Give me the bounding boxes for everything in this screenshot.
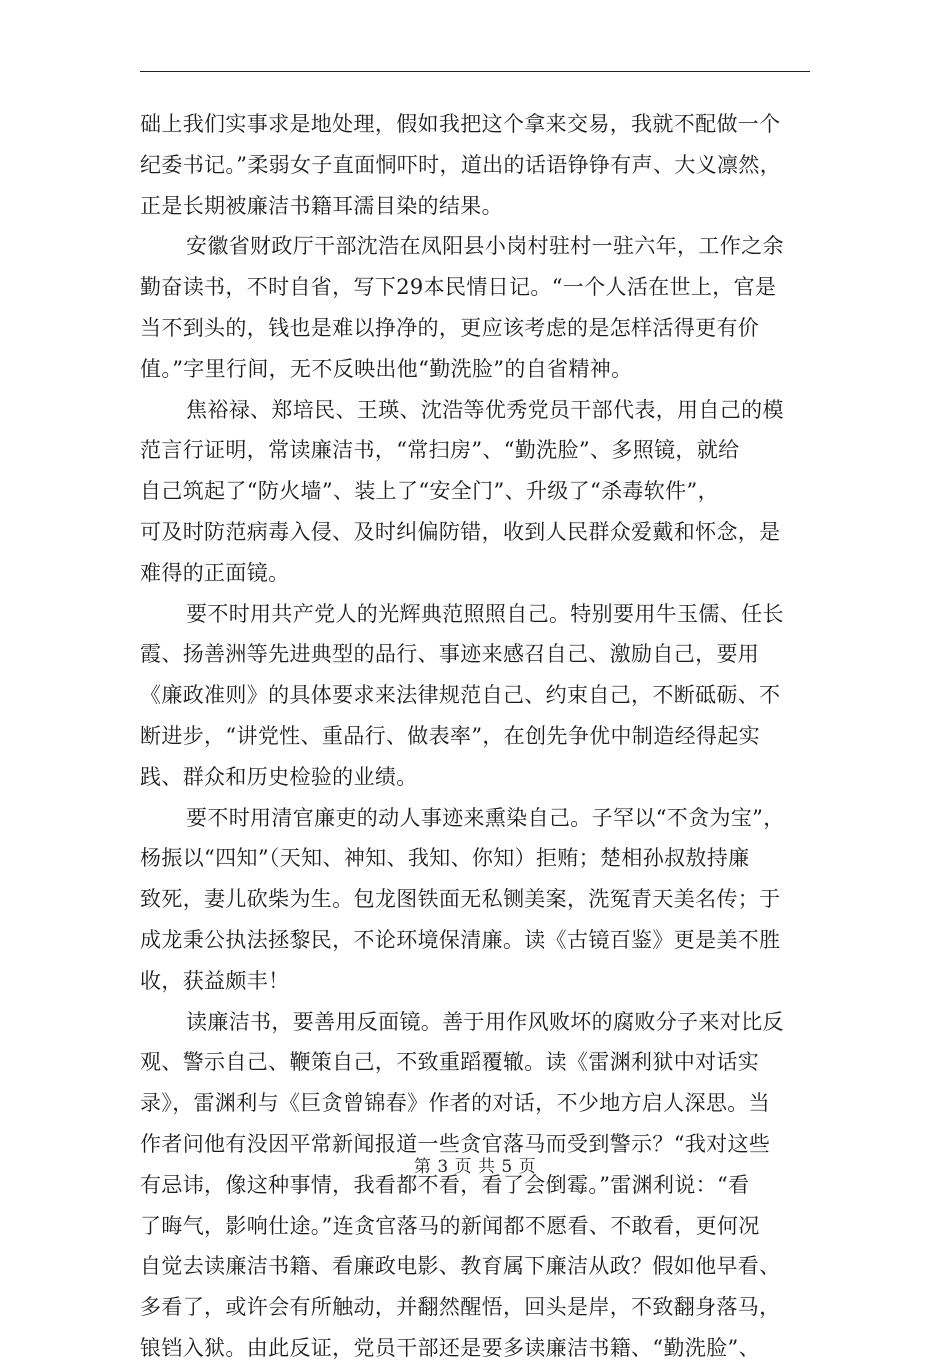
text-line: 了晦气，影响仕途。”连贪官落马的新闻都不愿看、不敢看，更何况 xyxy=(140,1213,760,1238)
text-line: 范言行证明，常读廉洁书，“常扫房”、“勤洗脸”、多照镜，就给 xyxy=(140,438,740,463)
text-line: 要不时用共产党人的光辉典范照照自己。特别要用牛玉儒、任长 xyxy=(186,601,784,626)
header-rule xyxy=(140,71,810,72)
text-line: 焦裕禄、郑培民、王瑛、沈浩等优秀党员干部代表，用自己的模 xyxy=(186,397,784,422)
text-line: 《廉政准则》的具体要求来法律规范自己、约束自己，不断砥砺、不 xyxy=(140,683,781,708)
text-line: 读廉洁书，要善用反面镜。善于用作风败坏的腐败分子来对比反 xyxy=(186,1009,784,1034)
text-line: 多看了，或许会有所触动，并翻然醒悟，回头是岸，不致翻身落马， xyxy=(140,1295,781,1320)
text-line: 正是长期被廉洁书籍耳濡目染的结果。 xyxy=(140,193,503,218)
text-line: 安徽省财政厅干部沈浩在凤阳县小岗村驻村一驻六年，工作之余 xyxy=(186,234,784,259)
text-line: 收，获益颇丰！ xyxy=(140,968,290,993)
text-line: 难得的正面镜。 xyxy=(140,560,290,585)
text-line: 录》，雷渊利与《巨贪曾锦春》作者的对话，不少地方启人深思。当 xyxy=(140,1091,770,1116)
text-line: 可及时防范病毒入侵、及时纠偏防错，收到人民群众爱戴和怀念，是 xyxy=(140,519,781,544)
text-line: 自己筑起了“防火墙”、装上了“安全门”、升级了“杀毒软件”， xyxy=(140,479,719,504)
text-line: 霞、扬善洲等先进典型的品行、事迹来感召自己、激励自己，要用 xyxy=(140,642,760,667)
text-line: 作者问他有没因平常新闻报道一些贪官落马而受到警示？“我对这些 xyxy=(140,1131,771,1156)
text-line: 有忌讳，像这种事情，我看都不看，看了会倒霉。”雷渊利说：“看 xyxy=(140,1172,750,1197)
page-number: 第 3 页 共 5 页 xyxy=(413,1157,537,1177)
text-line: 值。”字里行间，无不反映出他“勤洗脸”的自省精神。 xyxy=(140,356,633,381)
text-line: 础上我们实事求是地处理，假如我把这个拿来交易，我就不配做一个 xyxy=(140,112,781,136)
text-line: 纪委书记。”柔弱女子直面恫吓时，道出的话语铮铮有声、大义凛然， xyxy=(140,152,782,177)
text-line: 勤奋读书，不时自省，写下29本民情日记。“一个人活在世上，官是 xyxy=(140,275,777,300)
text-line: 锒铛入狱。由此反证，党员干部还是要多读廉洁书籍、“勤洗脸”、 xyxy=(140,1335,760,1360)
text-line: 成龙秉公执法拯黎民，不论环境保清廉。读《古镜百鉴》更是美不胜 xyxy=(140,927,781,952)
text-line: 践、群众和历史检验的业绩。 xyxy=(140,764,418,789)
text-line: 自觉去读廉洁书籍、看廉政电影、教育属下廉洁从政？假如他早看、 xyxy=(140,1254,781,1279)
text-line: 断进步，“讲党性、重品行、做表率”，在创先争优中制造经得起实 xyxy=(140,723,760,748)
body-text xyxy=(140,104,812,1369)
page-footer xyxy=(0,1152,950,1177)
text-line: 观、警示自己、鞭策自己，不致重蹈覆辙。读《雷渊利狱中对话实 xyxy=(140,1050,760,1075)
text-line: 当不到头的，钱也是难以挣净的，更应该考虑的是怎样活得更有价 xyxy=(140,315,760,340)
text-line: 致死，妻儿砍柴为生。包龙图铁面无私铡美案，洗冤青天美名传；于 xyxy=(140,887,781,912)
text-line: 杨振以“四知”（天知、神知、我知、你知）拒贿；楚相孙叔敖持廉 xyxy=(140,846,750,871)
text-line: 要不时用清官廉吏的动人事迹来熏染自己。子罕以“不贪为宝”， xyxy=(186,805,785,830)
